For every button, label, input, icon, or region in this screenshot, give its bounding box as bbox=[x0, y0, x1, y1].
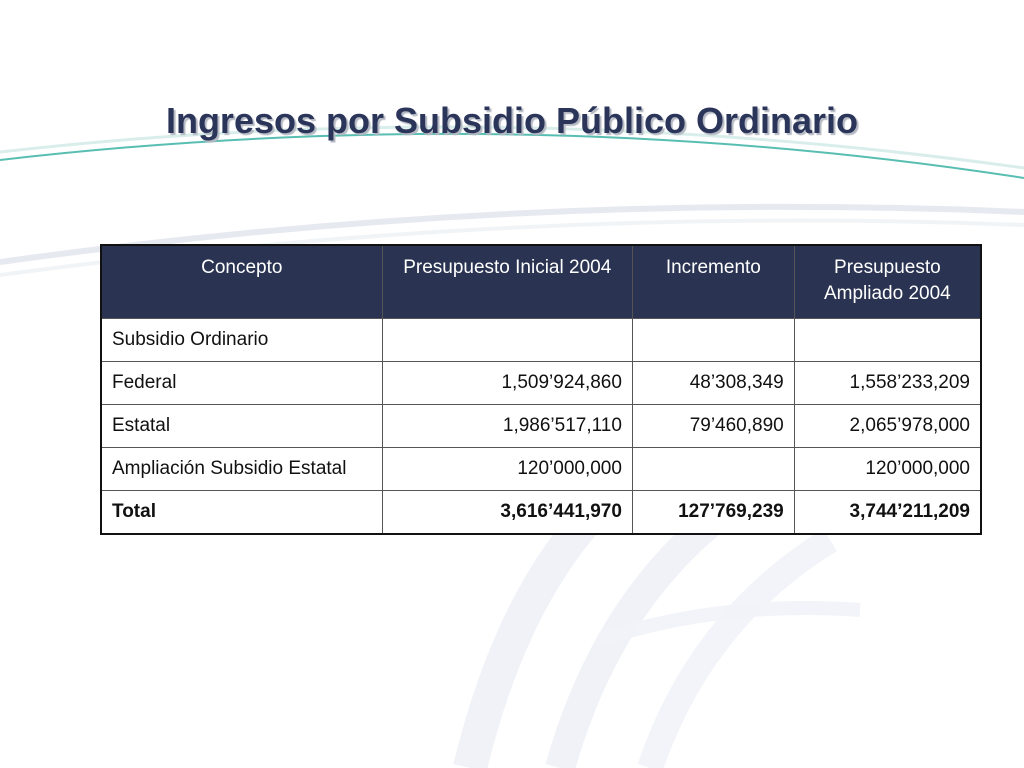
table-row bbox=[101, 319, 981, 362]
total-label: Total bbox=[101, 491, 382, 535]
column-header-concepto: Concepto bbox=[101, 245, 382, 319]
column-header-presupuesto-inicial: Presupuesto Inicial 2004 bbox=[382, 245, 632, 319]
cell-presupuesto-inicial: 1,509’924,860 bbox=[382, 362, 632, 405]
table-row bbox=[101, 448, 981, 491]
cell-presupuesto-inicial bbox=[382, 319, 632, 362]
column-header-presupuesto-ampliado: Presupuesto Ampliado 2004 bbox=[794, 245, 981, 319]
cell-presupuesto-ampliado bbox=[794, 319, 981, 362]
cell-presupuesto-ampliado: 1,558’233,209 bbox=[794, 362, 981, 405]
cell-incremento bbox=[632, 448, 794, 491]
cell-incremento: 48’308,349 bbox=[632, 362, 794, 405]
slide-title: Ingresos por Subsidio Público Ordinario bbox=[165, 100, 859, 141]
cell-presupuesto-inicial: 1,986’517,110 bbox=[382, 405, 632, 448]
row-label: Estatal bbox=[101, 405, 382, 448]
cell-presupuesto-inicial: 120’000,000 bbox=[382, 448, 632, 491]
total-presupuesto-inicial: 3,616’441,970 bbox=[382, 491, 632, 535]
cell-incremento: 79’460,890 bbox=[632, 405, 794, 448]
budget-table bbox=[100, 244, 982, 535]
cell-presupuesto-ampliado: 2,065’978,000 bbox=[794, 405, 981, 448]
table-header-row bbox=[101, 245, 981, 319]
cell-presupuesto-ampliado: 120’000,000 bbox=[794, 448, 981, 491]
total-incremento: 127’769,239 bbox=[632, 491, 794, 535]
column-header-incremento: Incremento bbox=[632, 245, 794, 319]
row-label: Subsidio Ordinario bbox=[101, 319, 382, 362]
row-label: Federal bbox=[101, 362, 382, 405]
table-row bbox=[101, 362, 981, 405]
total-presupuesto-ampliado: 3,744’211,209 bbox=[794, 491, 981, 535]
row-label: Ampliación Subsidio Estatal bbox=[101, 448, 382, 491]
table-row bbox=[101, 405, 981, 448]
cell-incremento bbox=[632, 319, 794, 362]
table-total-row bbox=[101, 491, 981, 535]
